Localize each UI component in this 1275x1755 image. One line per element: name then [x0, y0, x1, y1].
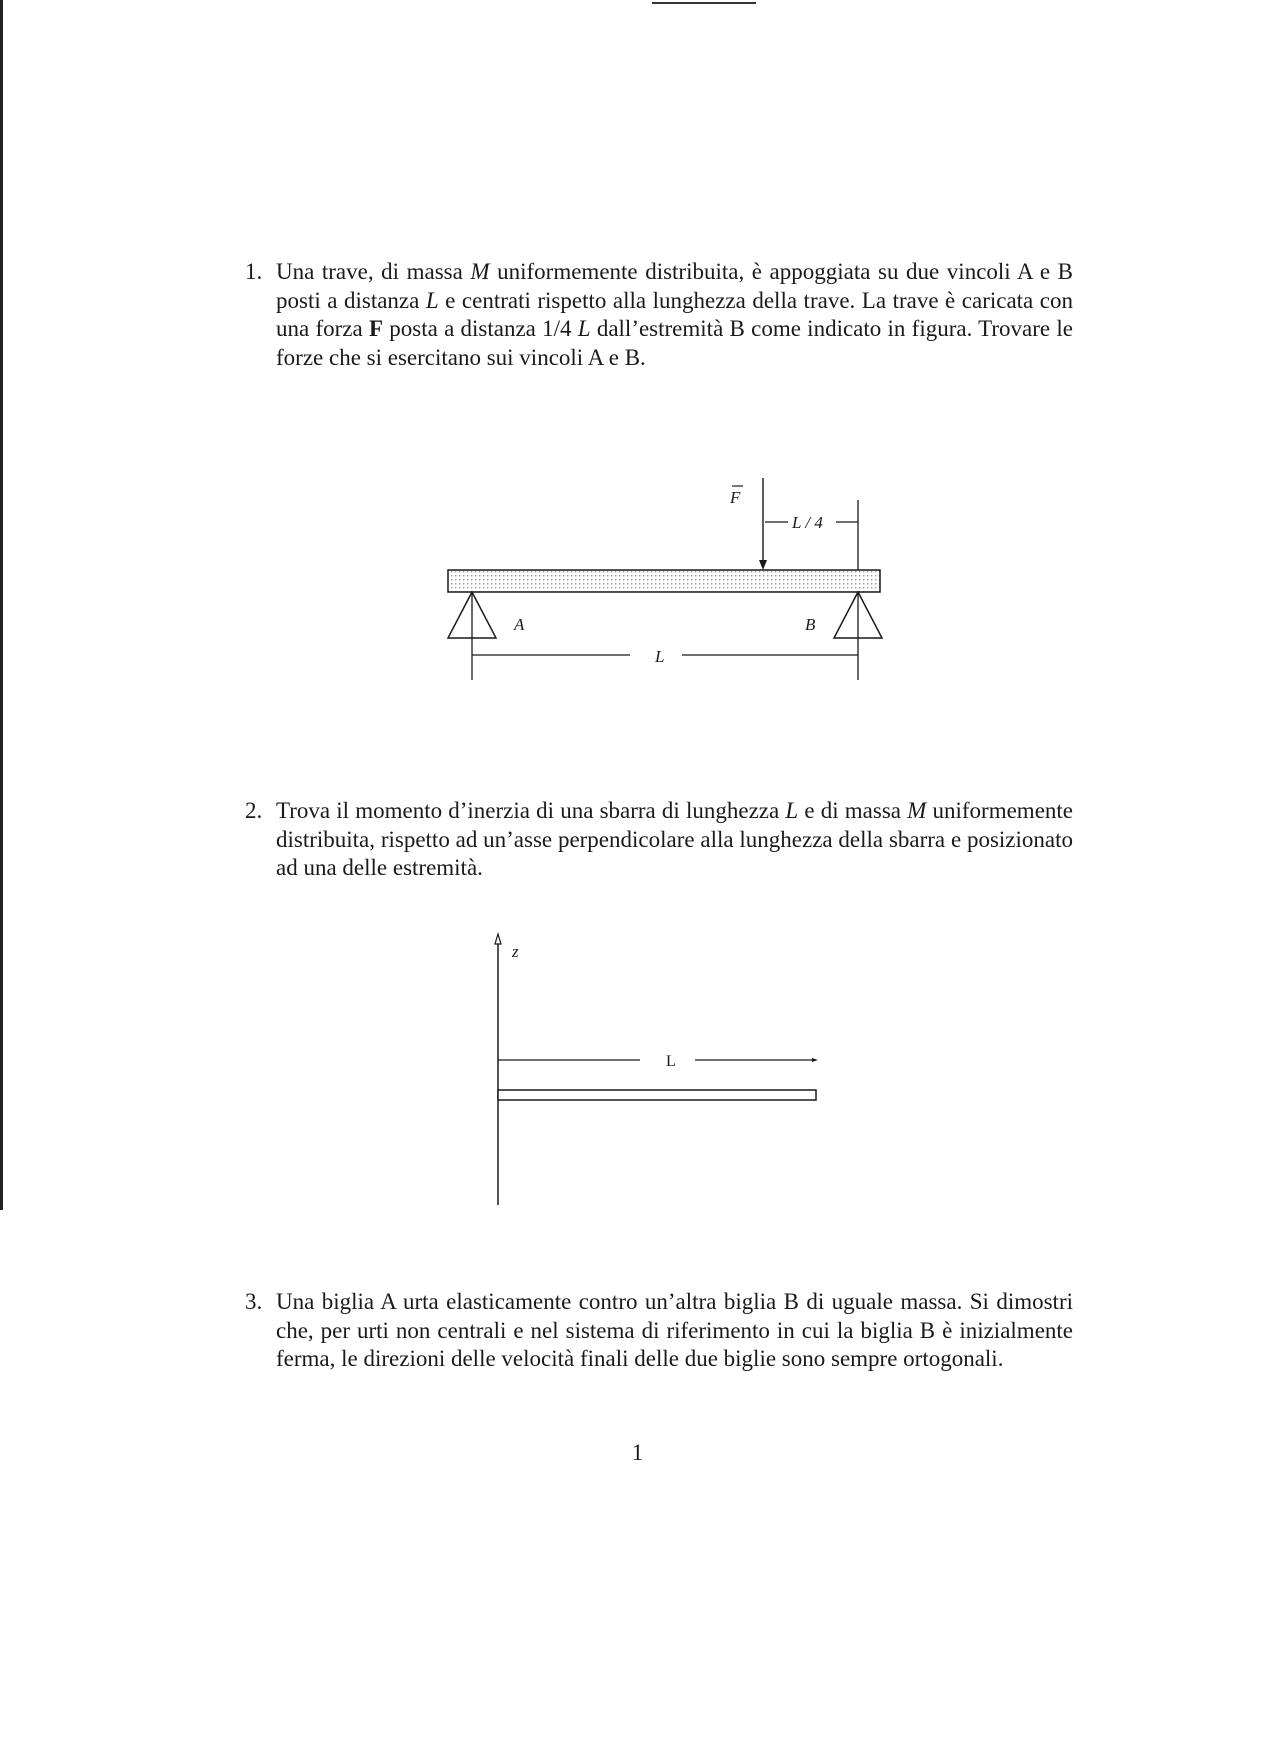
var-m: M: [470, 259, 490, 284]
force-arrow-head: [759, 560, 767, 570]
beam: [448, 570, 880, 592]
problem-text: Una trave, di massa M uniformemente distribuita, è appoggiata su due vincoli A e B posti a distanza L e centrati rispetto alla lunghezza della trave. La trave è caricata con una forza F posta a distanza 1/4 L dall’estremità B come indicato in figura. Trovare le forze che si esercitano sui vincoli A e B.: [276, 259, 1073, 370]
scan-top-mark: [652, 2, 756, 4]
force-label: F: [730, 488, 741, 507]
problem-number: 3.: [245, 1289, 263, 1314]
var-l: L: [785, 798, 799, 823]
var-m: M: [907, 798, 927, 823]
z-axis-arrow-head: [495, 934, 501, 944]
problem-2: [245, 797, 1073, 883]
var-l: L: [577, 316, 591, 341]
rod: [498, 1090, 816, 1100]
length-arrow-head: [812, 1058, 818, 1062]
support-a-label: A: [514, 615, 525, 634]
var-f: F: [368, 316, 384, 341]
length-label: L: [666, 1053, 676, 1070]
problem-text: Una biglia A urta elasticamente contro un’altra biglia B di uguale massa. Si dimostri che, per urti non centrali e nel sistema di riferimento in cui la biglia B è inizialmente ferma, le direzioni delle velocità finali delle due biglie sono sempre ortogonali.: [276, 1289, 1073, 1371]
problem-1: [245, 258, 1073, 372]
var-l: L: [425, 287, 439, 313]
problem-text: Trova il momento d’inerzia di una sbarra di lunghezza L e di massa M uniformemente distribuita, rispetto ad un’asse perpendicolare alla lunghezza della sbarra e posizionato ad una delle estremità.: [276, 798, 1073, 880]
span-label: L: [655, 647, 665, 666]
problem-number: 1.: [245, 259, 263, 284]
support-b-label: B: [805, 615, 816, 634]
problem-3: [245, 1288, 1073, 1374]
problem-number: 2.: [245, 798, 263, 823]
rod-figure: [480, 930, 850, 1210]
z-axis-label: z: [512, 942, 519, 961]
page-number: 1: [631, 1440, 644, 1465]
quarter-label: L / 4: [792, 513, 823, 532]
scan-edge: [0, 0, 3, 1210]
beam-figure: [430, 470, 890, 680]
